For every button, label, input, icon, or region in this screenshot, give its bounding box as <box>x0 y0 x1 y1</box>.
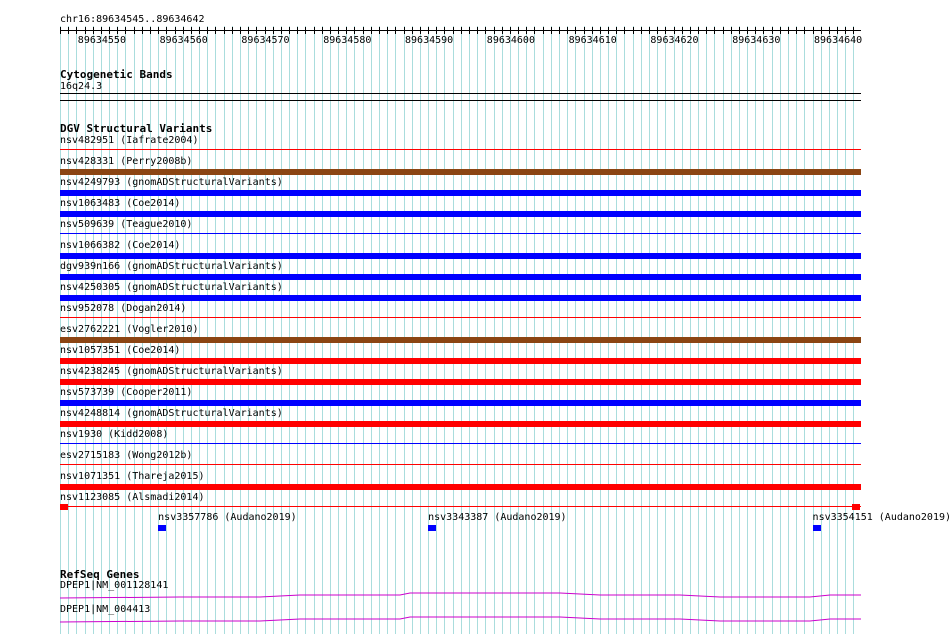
tick-label: 89634620 <box>650 35 699 46</box>
small-variant-block[interactable] <box>813 525 821 531</box>
tick-label: 89634600 <box>486 35 535 46</box>
variant-label[interactable]: nsv1123085 (Alsmadi2014) <box>60 492 205 503</box>
tick-label: 89634590 <box>405 35 454 46</box>
gene-label[interactable]: DPEP1|NM_001128141 <box>60 580 169 591</box>
small-variant-label[interactable]: nsv3354151 (Audano2019) <box>812 512 951 523</box>
small-variant-label[interactable]: nsv3357786 (Audano2019) <box>158 512 297 523</box>
gene-label[interactable]: DPEP1|NM_004413 <box>60 604 151 615</box>
dgv-track-title: DGV Structural Variants <box>60 122 213 135</box>
small-variant-block[interactable] <box>158 525 166 531</box>
variant-label[interactable]: nsv952078 (Dogan2014) <box>60 303 187 314</box>
cytoband-label[interactable]: 16q24.3 <box>60 81 103 92</box>
variant-label[interactable]: nsv573739 (Cooper2011) <box>60 387 193 398</box>
variant-label[interactable]: nsv4248814 (gnomADStructuralVariants) <box>60 408 283 419</box>
variant-label[interactable]: nsv482951 (Iafrate2004) <box>60 135 199 146</box>
tick-label: 89634560 <box>159 35 208 46</box>
tick-label: 89634610 <box>568 35 617 46</box>
variant-label[interactable]: esv2762221 (Vogler2010) <box>60 324 199 335</box>
tick-label: 89634640 <box>814 35 863 46</box>
tick-label: 89634580 <box>323 35 372 46</box>
variant-label[interactable]: nsv4249793 (gnomADStructuralVariants) <box>60 177 283 188</box>
variant-label[interactable]: esv2715183 (Wong2012b) <box>60 450 193 461</box>
cytogenetic-track-title: Cytogenetic Bands <box>60 68 173 81</box>
variant-label[interactable]: nsv4250305 (gnomADStructuralVariants) <box>60 282 283 293</box>
variant-label[interactable]: nsv1071351 (Thareja2015) <box>60 471 205 482</box>
refseq-track-title: RefSeq Genes <box>60 568 140 581</box>
variant-label[interactable]: nsv1066382 (Coe2014) <box>60 240 181 251</box>
variant-label[interactable]: nsv4238245 (gnomADStructuralVariants) <box>60 366 283 377</box>
tick-label: 89634630 <box>732 35 781 46</box>
variant-label[interactable]: nsv1063483 (Coe2014) <box>60 198 181 209</box>
locus-label: chr16:89634545..89634642 <box>60 14 205 25</box>
tick-label: 89634550 <box>77 35 126 46</box>
small-variant-block[interactable] <box>428 525 436 531</box>
variant-label[interactable]: nsv1057351 (Coe2014) <box>60 345 181 356</box>
variant-label[interactable]: nsv428331 (Perry2008b) <box>60 156 193 167</box>
variant-label[interactable]: dgv939n166 (gnomADStructuralVariants) <box>60 261 283 272</box>
variant-label[interactable]: nsv1930 (Kidd2008) <box>60 429 169 440</box>
small-variant-label[interactable]: nsv3343387 (Audano2019) <box>428 512 567 523</box>
variant-label[interactable]: nsv509639 (Teague2010) <box>60 219 193 230</box>
tick-label: 89634570 <box>241 35 290 46</box>
